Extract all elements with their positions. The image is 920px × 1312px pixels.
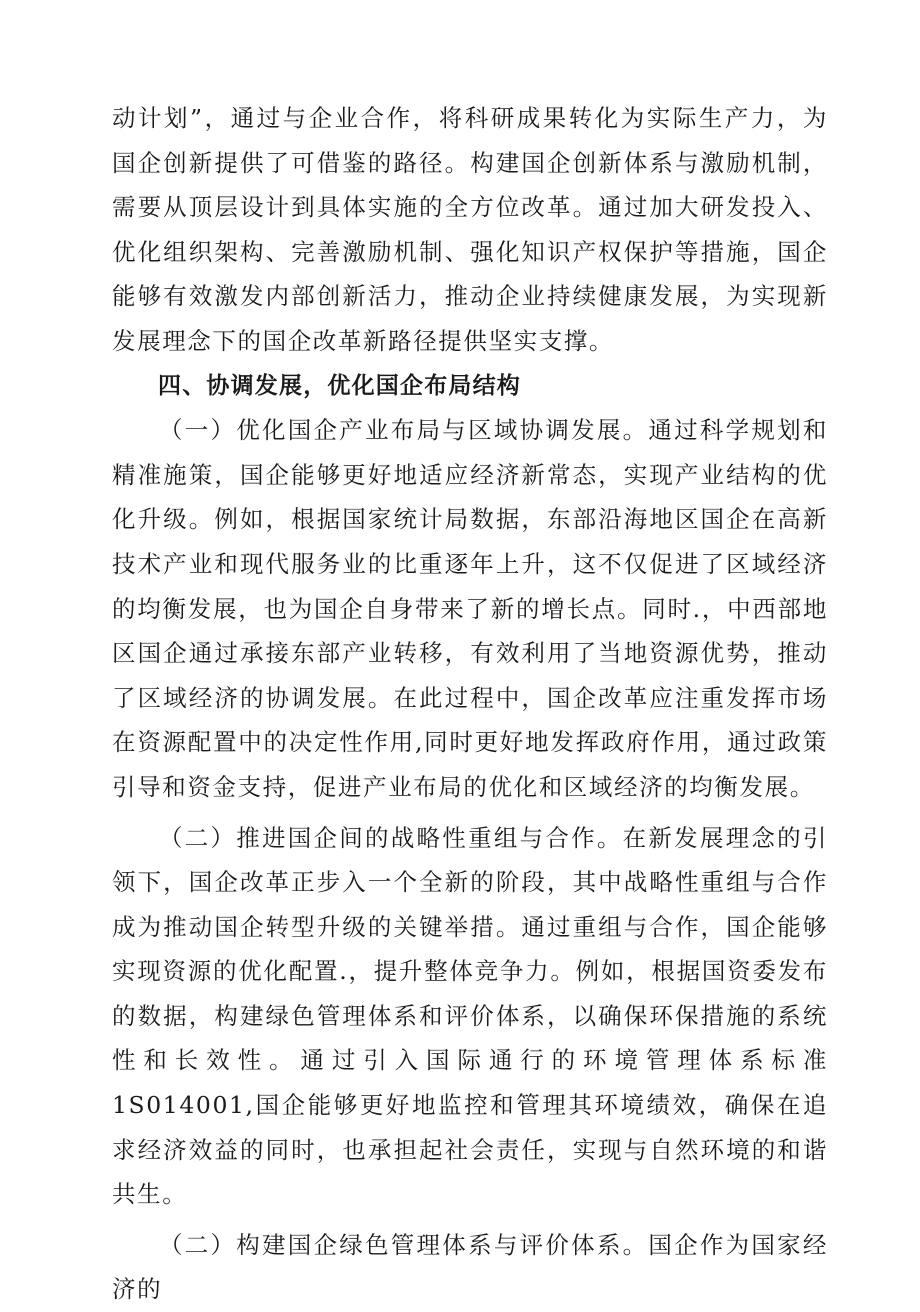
document-body: [112, 96, 828, 1312]
paragraph-innovation-conclusion: 动计划”，通过与企业合作，将科研成果转化为实际生产力，为国企创新提供了可借鉴的路径。构建国企创新体系与激励机制，需要从顶层设计到具体实施的全方位改革。通过加大研发投入、优化组织架构、完善激励机制、强化知识产权保护等措施，国企能够有效激发内部创新活力，推动企业持续健康发展，为实现新发展理念下的国企改革新路径提供坚实支撑。: [112, 104, 828, 355]
paragraph-strategic-restructuring: （二）推进国企间的战略性重组与合作。在新发展理念的引领下，国企改革正步入一个全新的阶段，其中战略性重组与合作成为推动国企转型升级的关键举措。通过重组与合作，国企能够实现资源的优化配置.，提升整体竞争力。例如，根据国资委发布的数据，构建绿色管理体系和评价体系，以确保环保措施的系统性和长效性。通过引入国际通行的环境管理体系标准1S014001,国企能够更好地监控和管理其环境绩效，确保在追求经济效益的同时，也承担起社会责任，实现与自然环境的和谐共生。: [112, 823, 828, 1209]
paragraph-industry-layout: （一）优化国企产业布局与区域协调发展。通过科学规划和精准施策，国企能够更好地适应经济新常态，实现产业结构的优化升级。例如，根据国家统计局数据，东部沿海地区国企在高新技术产业和现代服务业的比重逐年上升，这不仅促进了区域经济的均衡发展，也为国企自身带来了新的增长点。同时.，中西部地区国企通过承接东部产业转移，有效利用了当地资源优势，推动了区域经济的协调发展。在此过程中，国企改革应注重发挥市场在资源配置中的决定性作用,同时更好地发挥政府作用，通过政策引导和资金支持，促进产业布局的优化和区域经济的均衡发展。: [112, 416, 828, 801]
section-heading-coordinated-development: 四、协调发展，优化国企布局结构: [158, 372, 521, 399]
paragraph-green-management: （二）构建国企绿色管理体系与评价体系。国企作为国家经济的: [112, 1230, 828, 1304]
